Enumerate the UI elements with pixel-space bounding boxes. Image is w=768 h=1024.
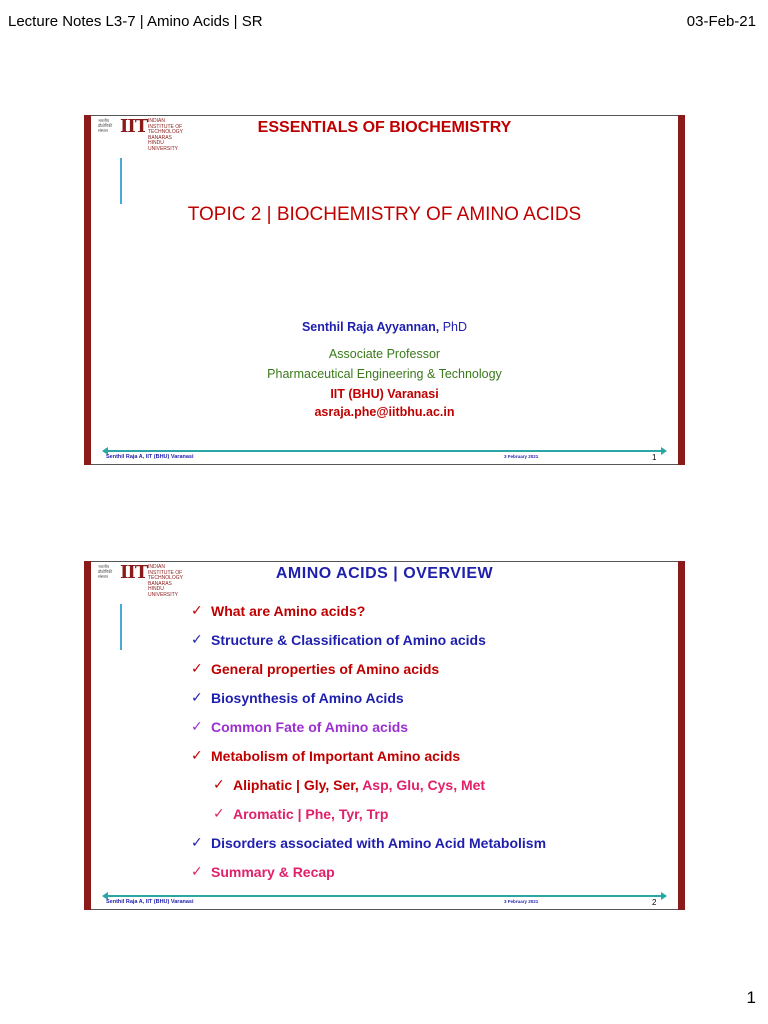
logo-script: भारतीय प्रौद्योगिकी संस्थान [98, 118, 113, 133]
overview-item-part: Structure & Classification of Amino acids [211, 632, 486, 648]
overview-item-text [211, 835, 546, 851]
overview-item-text [211, 748, 460, 764]
checkmark-icon: ✓ [213, 805, 225, 821]
overview-item [191, 863, 335, 892]
overview-item-text [211, 661, 439, 677]
footer-date: 3 February 2021 [504, 899, 539, 904]
overview-item-text [211, 864, 335, 880]
overview-item-text [211, 690, 404, 706]
department: Pharmaceutical Engineering & Technology [267, 367, 502, 381]
footer-date: 3 February 2021 [504, 454, 539, 459]
overview-item [191, 834, 547, 863]
overview-item-part: Biosynthesis of Amino Acids [211, 690, 404, 706]
slide-1 [84, 115, 685, 465]
email-address[interactable]: asraja.phe@iitbhu.ac.in [314, 405, 455, 419]
logo-line: INSTITUTE OF [148, 569, 183, 576]
overview-item-text [233, 777, 485, 793]
page-header-date: 03-Feb-21 [686, 13, 756, 30]
overview-item-part: Aromatic | Phe, Tyr, Trp [233, 806, 389, 822]
logo-iit-text: IIT [120, 562, 148, 583]
logo-line: BANARAS HINDU UNIVERSITY [148, 134, 179, 152]
overview-item [191, 718, 409, 747]
slide-number: 2 [652, 898, 657, 907]
overview-item [191, 602, 366, 631]
checkmark-icon: ✓ [191, 863, 203, 879]
overview-item [191, 689, 404, 718]
page-number: 1 [746, 988, 756, 1007]
topic-title: TOPIC 2 | BIOCHEMISTRY OF AMINO ACIDS [187, 204, 582, 225]
logo-script: भारतीय प्रौद्योगिकी संस्थान [98, 564, 113, 579]
footer-line [106, 450, 663, 452]
logo-iit-text: IIT [120, 116, 148, 137]
logo-line: INDIAN [148, 118, 165, 124]
arrow-right-icon [661, 447, 667, 455]
overview-item-text [233, 806, 388, 822]
overview-item-text [211, 719, 408, 735]
overview-item-text [211, 603, 365, 619]
logo-line: INDIAN [148, 564, 165, 570]
page-header-title: Lecture Notes L3-7 | Amino Acids | SR [8, 13, 263, 30]
overview-item-part: Aliphatic | Gly, Ser, [233, 777, 363, 793]
author-name: Senthil Raja Ayyannan, [301, 320, 440, 334]
overview-item [191, 660, 440, 689]
checkmark-icon: ✓ [191, 660, 203, 676]
logo-line: INSTITUTE OF [148, 123, 183, 130]
overview-item-part: Metabolism of Important Amino acids [211, 748, 461, 764]
logo-line: BANARAS HINDU UNIVERSITY [148, 580, 179, 598]
checkmark-icon: ✓ [191, 834, 203, 850]
overview-item-part: Summary & Recap [211, 864, 335, 880]
arrow-right-icon [661, 892, 667, 900]
footer-author: Senthil Raja A, IIT (BHU) Varanasi [106, 899, 194, 905]
overview-list [191, 602, 547, 892]
overview-item-part: Disorders associated with Amino Acid Metabolism [211, 835, 547, 851]
checkmark-icon: ✓ [191, 747, 203, 763]
slide-2 [84, 561, 685, 910]
author [84, 320, 685, 334]
logo-line: TECHNOLOGY [148, 129, 184, 135]
institute: IIT (BHU) Varanasi [330, 387, 439, 401]
slide-title: AMINO ACIDS | OVERVIEW [275, 565, 494, 582]
overview-item [191, 631, 486, 660]
footer-author: Senthil Raja A, IIT (BHU) Varanasi [106, 454, 194, 460]
overview-item [191, 747, 461, 776]
overview-item-text [211, 632, 486, 648]
slide-title: ESSENTIALS OF BIOCHEMISTRY [257, 119, 512, 136]
logo-line: TECHNOLOGY [148, 575, 184, 581]
checkmark-icon: ✓ [191, 631, 203, 647]
checkmark-icon: ✓ [191, 689, 203, 705]
overview-item-part: What are Amino acids? [211, 603, 366, 619]
overview-item-part: Asp, Glu, Cys, Met [362, 777, 486, 793]
accent-bar [120, 158, 122, 204]
checkmark-icon: ✓ [191, 602, 203, 618]
slide-number: 1 [652, 453, 657, 462]
overview-item-part: Common Fate of Amino acids [211, 719, 409, 735]
overview-item-part: General properties of Amino acids [211, 661, 440, 677]
author-degree: PhD [439, 320, 468, 334]
designation: Associate Professor [328, 347, 441, 361]
footer-line [106, 895, 663, 897]
checkmark-icon: ✓ [191, 718, 203, 734]
accent-bar [120, 604, 122, 650]
checkmark-icon: ✓ [213, 776, 225, 792]
